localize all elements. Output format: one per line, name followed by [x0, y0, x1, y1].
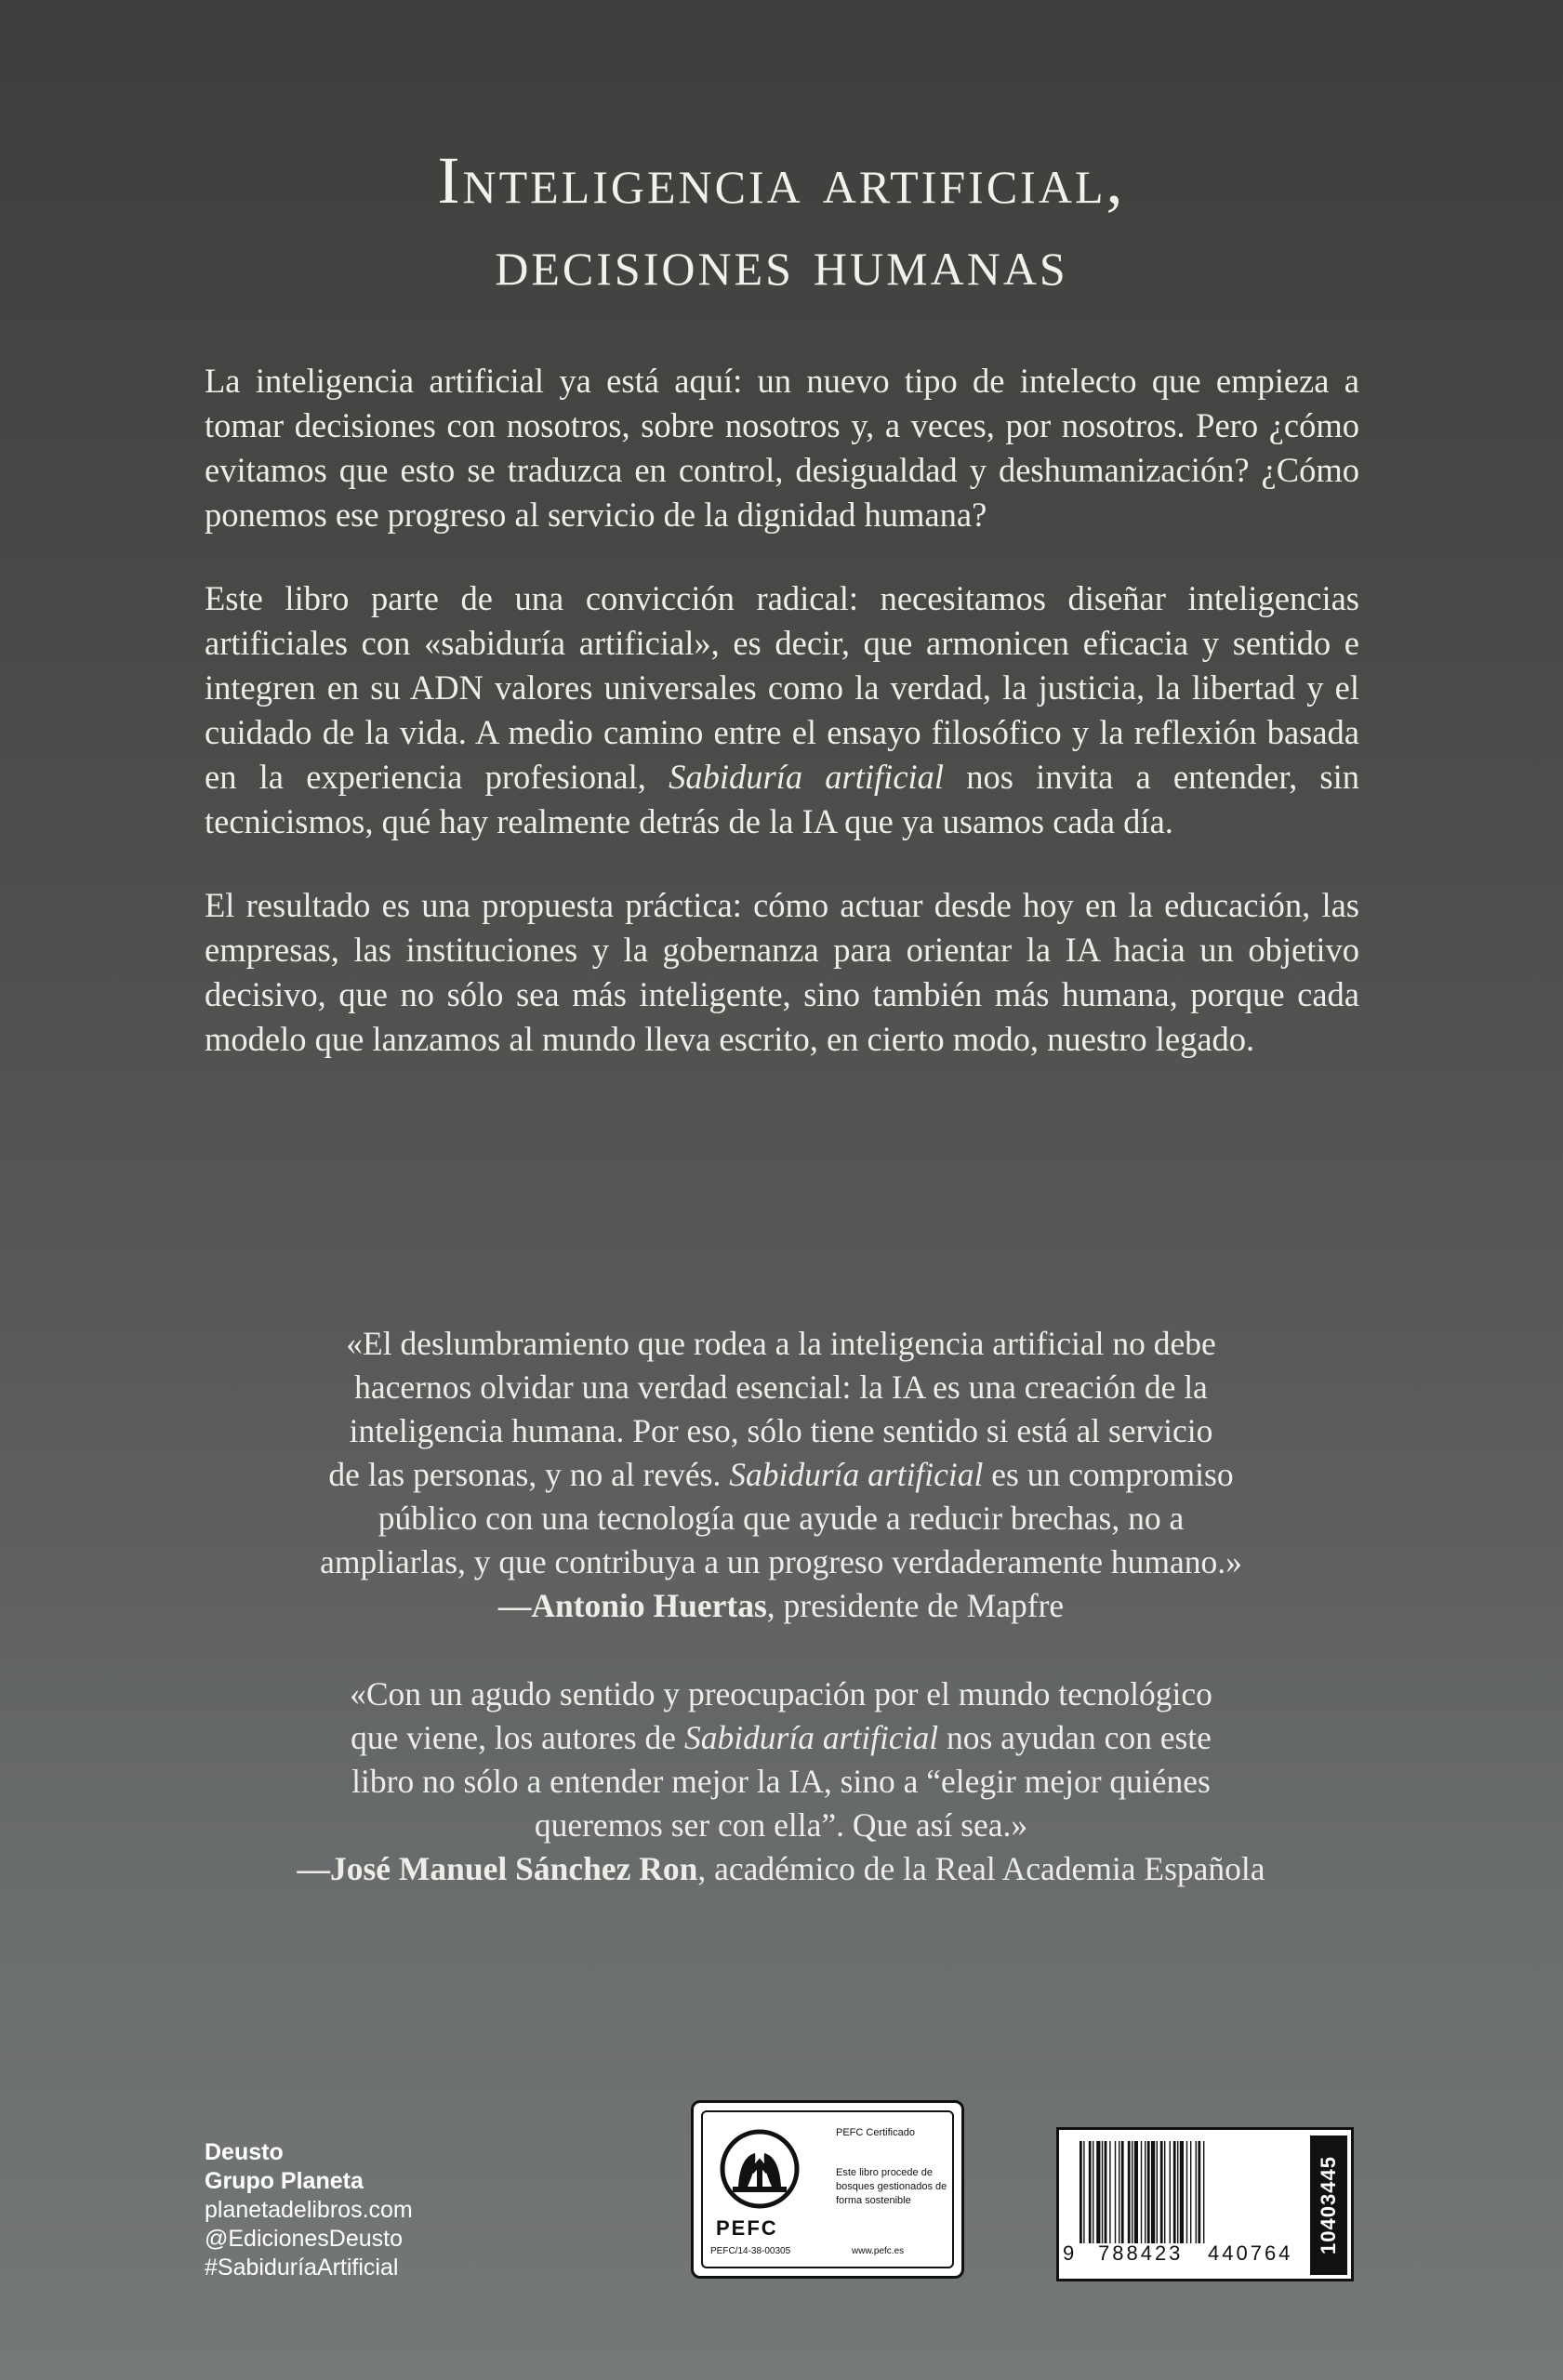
title-line-1: Inteligencia artificial, — [437, 143, 1126, 218]
quote-attribution — [186, 1847, 1376, 1891]
pefc-logo-text: PEFC — [716, 2216, 778, 2240]
pefc-url: www.pefc.es — [852, 2246, 905, 2256]
pefc-label-frame — [701, 2110, 954, 2268]
paragraph-2-end: nos invita a entender, sin tecnicismos, qué hay realmente detrás de la IA que ya usamos cada día. — [205, 758, 1359, 840]
barcode-bars — [1080, 2141, 1303, 2243]
quote-line: ampliarlas, y que contribuya a un progreso verdaderamente humano.» — [320, 1543, 1242, 1580]
quote-line: público con una tecnología que ayude a reducir brechas, no a — [378, 1500, 1185, 1537]
quote-author: —Antonio Huertas — [497, 1587, 767, 1624]
pefc-certification-label — [691, 2100, 964, 2279]
endorsements — [186, 1322, 1376, 1936]
barcode-first-digit: 9 — [1063, 2241, 1075, 2265]
publisher-hashtag: #SabiduríaArtificial — [205, 2254, 399, 2281]
book-title — [0, 139, 1563, 303]
quote-text: nos ayudan con este — [946, 1719, 1212, 1756]
quote-text: de las personas, y no al revés. — [328, 1456, 722, 1493]
endorsement-huertas — [186, 1322, 1376, 1628]
quote-author: —José Manuel Sánchez Ron — [297, 1850, 698, 1887]
quote-author-role: , académico de la Real Academia Española — [697, 1850, 1265, 1887]
publisher-handle: @EdicionesDeusto — [205, 2226, 403, 2252]
publisher-website: planetadelibros.com — [205, 2197, 413, 2223]
publisher-name: Deusto — [205, 2139, 284, 2165]
barcode-side-label — [1310, 2135, 1347, 2275]
pefc-description: Este libro procede de bosques gestionados de forma sostenible — [836, 2167, 947, 2206]
quote-line: hacernos olvidar una verdad esencial: la IA es una creación de la — [354, 1368, 1208, 1406]
pefc-code: PEFC/14-38-00305 — [710, 2246, 791, 2256]
isbn-barcode — [1056, 2127, 1354, 2281]
quote-attribution — [186, 1584, 1376, 1628]
barcode-side-number: 10403445 — [1317, 2156, 1340, 2254]
barcode-group-1: 788423 — [1098, 2241, 1184, 2265]
book-name-italic: Sabiduría artificial — [683, 1719, 939, 1756]
description-paragraph-1: La inteligencia artificial ya está aquí: un nuevo tipo de intelecto que empieza a tomar decisiones con nosotros, sobre nosotros y, a veces, por nosotros. Pero ¿cómo evitamos que esto se traduzca en control, desigualdad y deshumanización? ¿Cómo ponemos ese progreso al servicio de la dignidad humana? — [205, 362, 1359, 534]
title-line-2: decisiones humanas — [495, 225, 1068, 299]
quote-line: libro no sólo a entender mejor la IA, sino a “elegir mejor quiénes — [351, 1763, 1211, 1800]
quote-text: es un compromiso — [991, 1456, 1234, 1493]
quote-line: «Con un agudo sentido y preocupación por el mundo tecnológico — [350, 1675, 1212, 1712]
pefc-tree-logo-icon — [720, 2129, 800, 2209]
book-name-italic: Sabiduría artificial — [669, 758, 945, 796]
quote-line: queremos ser con ella”. Que así sea.» — [534, 1806, 1028, 1844]
book-name-italic: Sabiduría artificial — [729, 1456, 984, 1493]
quote-line: inteligencia humana. Por eso, sólo tiene sentido si está al servicio — [349, 1412, 1213, 1449]
book-description — [205, 359, 1359, 1101]
quote-line: «El deslumbramiento que rodea a la inteligencia artificial no debe — [346, 1325, 1216, 1362]
description-paragraph-2 — [205, 576, 1359, 844]
quote-text: que viene, los autores de — [351, 1719, 677, 1756]
publisher-group: Grupo Planeta — [205, 2168, 364, 2194]
quote-line — [186, 1453, 1376, 1497]
barcode-group-2: 440764 — [1208, 2241, 1293, 2265]
quote-author-role: , presidente de Mapfre — [766, 1587, 1065, 1624]
endorsement-sanchez-ron — [186, 1673, 1376, 1891]
paragraph-2-start: Este libro parte de una convicción radical: necesitamos diseñar inteligencias artificiales con «sabiduría artificial», es decir, que armonicen eficacia y sentido e integren en su ADN valores universales como la verdad, la justicia, la libertad y el cuidado de la vida. A medio camino entre el ensayo filosófico y la reflexión basada en la experiencia profesional, — [205, 579, 1359, 796]
publisher-info — [205, 2138, 413, 2282]
quote-line — [186, 1716, 1376, 1760]
description-paragraph-3: El resultado es una propuesta práctica: cómo actuar desde hoy en la educación, las empresas, las instituciones y la gobernanza para orientar la IA hacia un objetivo decisivo, que no sólo sea más inteligente, sino también más humana, porque cada modelo que lanzamos al mundo lleva escrito, en cierto modo, nuestro legado. — [205, 886, 1359, 1058]
pefc-certified-text: PEFC Certificado — [836, 2127, 915, 2138]
